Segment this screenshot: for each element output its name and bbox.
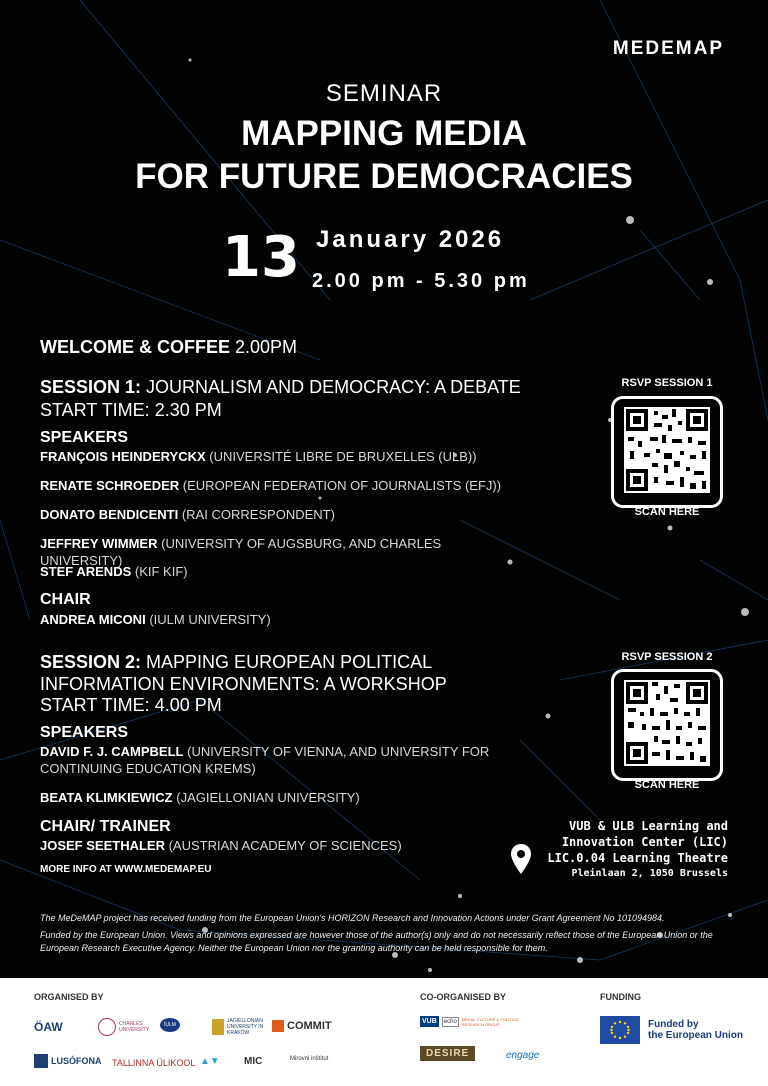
location-pin-icon <box>510 843 532 875</box>
session2-title-line-2: INFORMATION ENVIRONMENTS: A WORKSHOP <box>40 674 447 694</box>
crest-icon <box>212 1019 224 1035</box>
jagiellonian-logo-text: JAGIELLONIAN UNIVERSITY IN KRAKÓW <box>227 1018 264 1036</box>
more-info-link[interactable]: WWW.MEDEMAP.EU <box>114 864 212 875</box>
co-organised-by-label: CO-ORGANISED BY <box>420 992 507 1002</box>
session2-title-line-1: MAPPING EUROPEAN POLITICAL <box>146 652 433 672</box>
more-info-label: MORE INFO AT <box>40 864 112 875</box>
qr-icon <box>624 407 710 493</box>
speaker <box>40 506 520 523</box>
eu-flag-icon <box>600 1016 640 1044</box>
venue-line-4: Pleinlaan 2, 1050 Brussels <box>571 868 728 879</box>
echo-group-text: MEDIA, CULTURE & POLITICS RESEARCH GROUP <box>461 1016 519 1027</box>
session1-speakers-label: SPEAKERS <box>40 429 129 446</box>
engage-logo: engage <box>506 1050 540 1061</box>
organised-by-label: ORGANISED BY <box>34 992 104 1002</box>
event-time: 2.00 pm - 5.30 pm <box>312 270 530 292</box>
commit-logo-text: COMMIT <box>287 1020 332 1032</box>
oaw-logo: ÖAW <box>34 1020 63 1034</box>
funding-paragraph-1: The MeDeMAP project has received funding from the European Union's HORIZON Research and Innovation Actions under Grant Agreement No 101094984. <box>40 913 665 923</box>
speaker-name: BEATA KLIMKIEWICZ <box>40 790 173 805</box>
more-info <box>40 864 212 875</box>
speaker-name: JEFFREY WIMMER <box>40 536 158 551</box>
qr-icon <box>624 680 710 766</box>
chair-name: JOSEF SEETHALER <box>40 838 165 853</box>
funding-paragraph-2: Funded by the European Union. Views and opinions expressed are however those of the author(s) only and do not necessarily reflect those of the European Union or the European Research Executive Agency. Neither the European Union nor the granting authority can be held responsible for them. <box>40 930 713 953</box>
session1-chair-label: CHAIR <box>40 591 91 608</box>
medemap-logo: MEDEMAP <box>612 38 724 59</box>
chair-name: ANDREA MICONI <box>40 612 146 627</box>
echo-logo: echo <box>443 1018 457 1025</box>
speaker <box>40 789 520 806</box>
rsvp-session2-qr-code[interactable] <box>611 669 723 781</box>
eu-funding-text <box>648 1019 743 1041</box>
speaker-affiliation: (KIF KIF) <box>134 564 188 579</box>
rsvp-session1-label: RSVP SESSION 1 <box>621 377 713 389</box>
session1-label: SESSION 1: <box>40 377 142 397</box>
speaker-affiliation: (UNIVERSITÉ LIBRE DE BRUXELLES (ULB)) <box>209 449 477 464</box>
speaker-name: RENATE SCHROEDER <box>40 478 180 493</box>
chair-affiliation: (IULM UNIVERSITY) <box>149 612 271 627</box>
square-icon <box>34 1054 48 1068</box>
session1-heading <box>40 376 560 398</box>
speaker <box>40 743 520 777</box>
iulm-logo <box>160 1018 180 1032</box>
scan-here-label: SCAN HERE <box>634 779 700 791</box>
session2-heading <box>40 651 560 695</box>
event-month-year: January 2026 <box>316 226 505 253</box>
play-icon <box>272 1020 284 1032</box>
speaker-name: DONATO BENDICENTI <box>40 507 179 522</box>
funding-disclaimer <box>40 912 730 955</box>
mirovni-institut-logo: Mirovni inštitut <box>290 1056 329 1062</box>
seal-icon <box>98 1018 116 1036</box>
session2-label: SESSION 2: <box>40 652 142 672</box>
speaker-name: FRANÇOIS HEINDERYCKX <box>40 449 206 464</box>
event-day: 13 <box>222 225 300 290</box>
lusofona-logo-text: LUSÓFONA <box>51 1056 102 1066</box>
vub-echo-logo <box>420 1016 522 1027</box>
welcome-time: 2.00PM <box>235 337 298 357</box>
speaker <box>40 563 520 580</box>
session1-chair <box>40 611 520 628</box>
tallinn-logo: TALLINNA ÜLIKOOL <box>112 1058 196 1068</box>
venue-address <box>547 818 728 882</box>
iulm-logo-text: IULM <box>160 1018 180 1032</box>
speaker-affiliation: (RAI CORRESPONDENT) <box>181 507 335 522</box>
speaker-affiliation: (UNIVERSITY OF AUGSBURG, AND CHARLES UNIVERSITY) <box>40 536 442 568</box>
title-line-2: FOR FUTURE DEMOCRACIES <box>135 157 633 196</box>
page-title <box>0 112 768 198</box>
commit-logo <box>272 1020 332 1032</box>
session1-start: START TIME: 2.30 PM <box>40 400 222 420</box>
venue-line-2: Innovation Center (LIC) <box>561 835 728 849</box>
desire-logo: DESIRE <box>420 1046 475 1061</box>
chair-affiliation: (AUSTRIAN ACADEMY OF SCIENCES) <box>168 838 402 853</box>
speaker <box>40 477 520 494</box>
funding-label: FUNDING <box>600 992 641 1002</box>
speaker <box>40 448 520 465</box>
speaker-affiliation: (UNIVERSITY OF VIENNA, AND UNIVERSITY FOR CONTINUING EDUCATION KREMS) <box>40 744 490 776</box>
mw-logo: ▲▼ <box>200 1056 220 1067</box>
speaker-name: STEF ARENDS <box>40 564 132 579</box>
session2-speakers-label: SPEAKERS <box>40 724 129 741</box>
welcome-line <box>40 337 297 358</box>
session1-title: JOURNALISM AND DEMOCRACY: A DEBATE <box>146 377 521 397</box>
rsvp-session2-label: RSVP SESSION 2 <box>621 651 713 663</box>
vub-logo: VUB <box>422 1018 437 1025</box>
jagiellonian-logo <box>212 1018 275 1036</box>
venue-line-3: LIC.0.04 Learning Theatre <box>547 851 728 865</box>
lusofona-logo <box>34 1054 102 1068</box>
charles-university-logo-text: CHARLES UNIVERSITY <box>119 1021 150 1033</box>
session2-start: START TIME: 4.00 PM <box>40 695 222 715</box>
session2-chair <box>40 837 520 854</box>
seminar-kicker: SEMINAR <box>325 80 443 107</box>
scan-here-label: SCAN HERE <box>634 506 700 518</box>
eu-funding-line-2: the European Union <box>648 1030 743 1041</box>
footer-logos <box>0 978 768 1086</box>
title-line-1: MAPPING MEDIA <box>241 114 527 153</box>
eu-funding-logo <box>600 1016 743 1044</box>
venue-line-1: VUB & ULB Learning and <box>569 819 728 833</box>
mic-logo: MIC <box>244 1056 263 1067</box>
eu-funding-line-1: Funded by <box>648 1019 699 1030</box>
charles-university-logo <box>98 1018 167 1036</box>
speaker-affiliation: (JAGIELLONIAN UNIVERSITY) <box>176 790 360 805</box>
speaker-affiliation: (EUROPEAN FEDERATION OF JOURNALISTS (EFJ)) <box>182 478 502 493</box>
welcome-label: WELCOME & COFFEE <box>40 337 230 357</box>
speaker-name: DAVID F. J. CAMPBELL <box>40 744 184 759</box>
rsvp-session1-qr-code[interactable] <box>611 396 723 508</box>
session2-chair-label: CHAIR/ TRAINER <box>40 818 171 835</box>
